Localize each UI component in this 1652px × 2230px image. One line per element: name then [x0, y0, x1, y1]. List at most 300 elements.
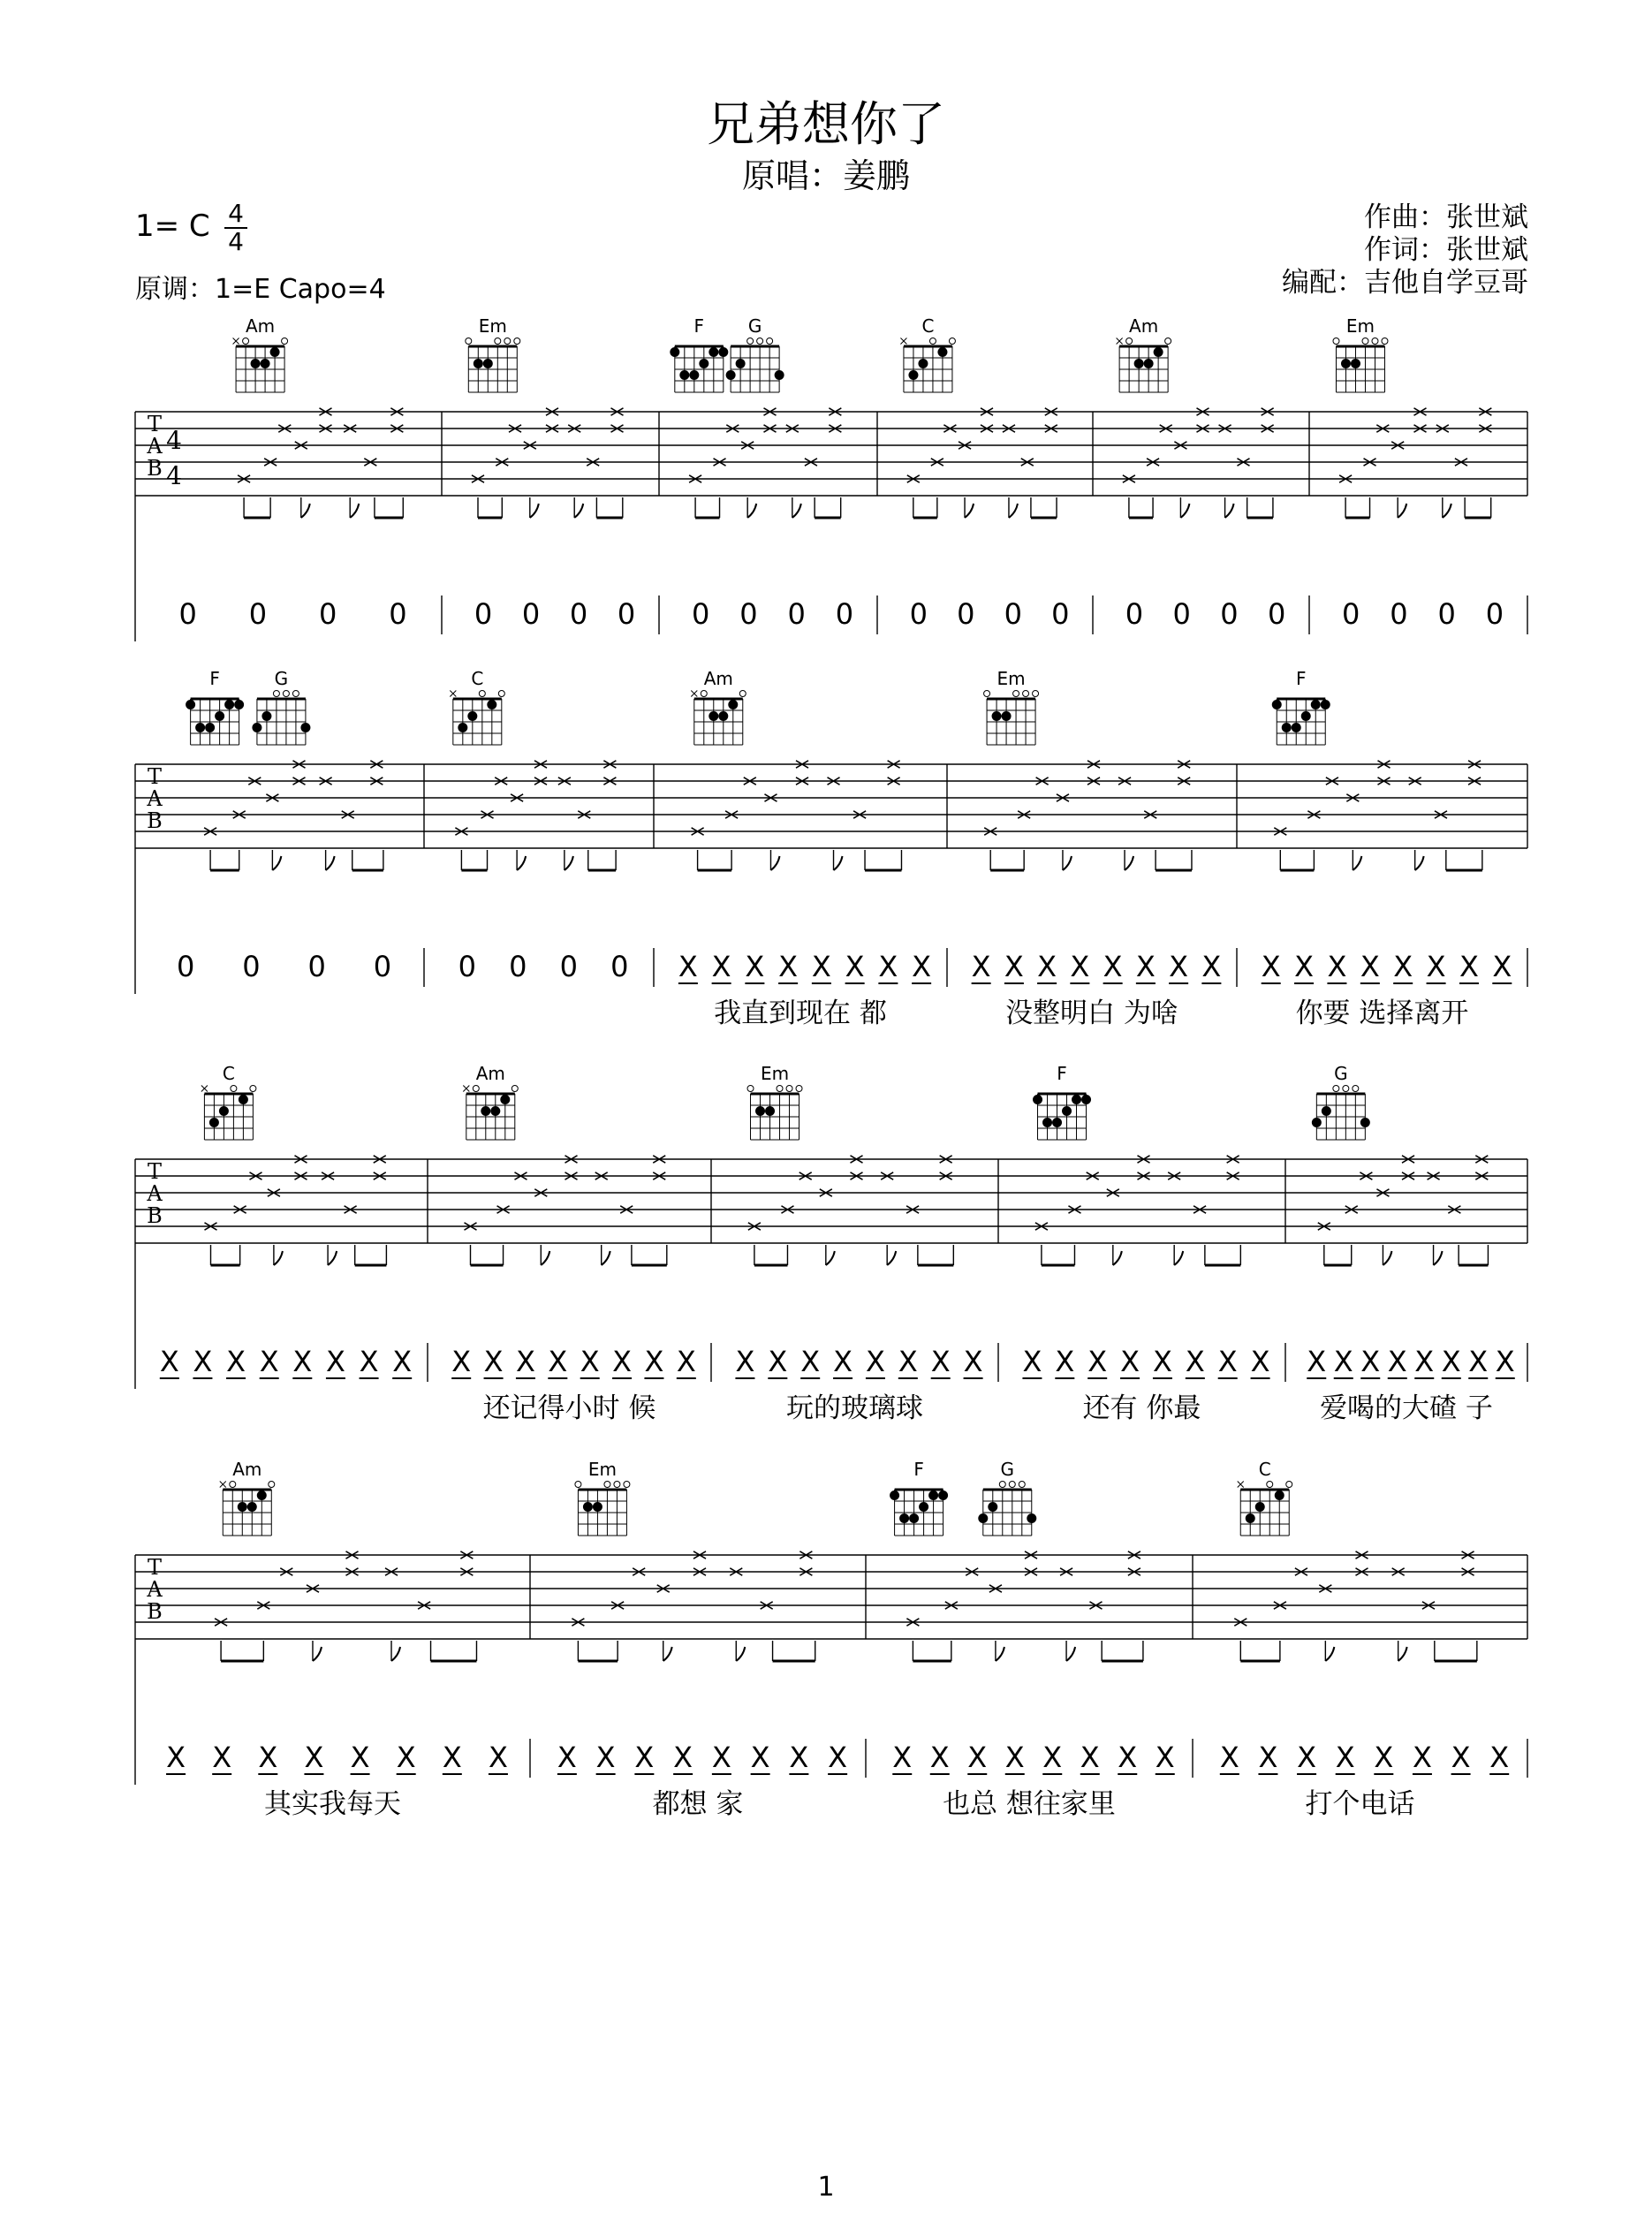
- note-flag: [1353, 856, 1361, 870]
- beat-symbol: 0: [1437, 597, 1456, 631]
- chord-dot: [937, 347, 947, 357]
- beat-symbol: 0: [389, 597, 407, 631]
- tab-clef-letter: B: [147, 1599, 163, 1624]
- chord-name: Em: [760, 1063, 790, 1084]
- chord-diagram-f: [890, 1459, 948, 1536]
- tab-clef-letter: T: [147, 1159, 163, 1184]
- note-flag: [574, 504, 583, 518]
- beat-symbol: X: [1459, 950, 1479, 983]
- chord-open: [512, 1086, 518, 1092]
- beat-symbol: X: [750, 1741, 770, 1774]
- beat-symbol: X: [745, 950, 765, 983]
- beat-symbol: X: [1393, 950, 1413, 983]
- chord-diagram-c: [201, 1063, 256, 1140]
- chord-dot: [679, 370, 689, 380]
- chord-diagram-em: [1333, 315, 1388, 392]
- chord-diagram-g: [1312, 1063, 1370, 1140]
- chord-dot: [458, 723, 467, 732]
- chord-dot: [500, 1095, 510, 1104]
- beat-symbol: X: [595, 1741, 616, 1774]
- chord-dot: [1312, 1118, 1322, 1127]
- lyric-text: 还有 你最: [1082, 1392, 1201, 1424]
- beat-symbol: 0: [1172, 597, 1191, 631]
- beat-symbol: X: [259, 1345, 279, 1378]
- note-flag: [565, 856, 573, 870]
- chord-dot: [1002, 711, 1012, 721]
- chord-dot: [1255, 1502, 1265, 1512]
- chord-dot: [186, 700, 195, 709]
- beat-symbol: X: [1258, 1741, 1278, 1774]
- chord-dot: [261, 359, 270, 368]
- chord-diagram-g: [726, 315, 784, 392]
- chord-dot: [1027, 1513, 1036, 1523]
- chord-dot: [247, 1502, 257, 1512]
- chord-open: [1353, 1086, 1359, 1092]
- chord-name: Am: [245, 315, 276, 337]
- chord-name: F: [913, 1459, 924, 1480]
- note-flag: [541, 1251, 549, 1265]
- tab-system: [135, 1459, 1527, 1820]
- beat-symbol: X: [1335, 1741, 1355, 1774]
- note-flag: [1113, 1251, 1122, 1265]
- beat-symbol: X: [711, 1741, 731, 1774]
- chord-dot: [899, 1513, 909, 1523]
- chord-diagram-em: [747, 1063, 802, 1140]
- beat-symbol: X: [878, 950, 898, 983]
- beat-symbol: X: [1120, 1345, 1140, 1378]
- beat-symbol: X: [1004, 1741, 1025, 1774]
- tab-clef-letter: A: [147, 1181, 163, 1206]
- beat-symbol: X: [673, 1741, 693, 1774]
- chord-dot: [988, 1502, 997, 1512]
- note-flag: [328, 1251, 337, 1265]
- note-flag: [1434, 1251, 1443, 1265]
- beat-symbol: X: [1169, 950, 1189, 983]
- tab-system: [135, 315, 1527, 641]
- beat-symbol: 0: [835, 597, 854, 631]
- note-flag: [313, 1647, 322, 1661]
- lyric-text: 其实我每天: [264, 1788, 401, 1820]
- chord-name: Em: [1345, 315, 1375, 337]
- tab-clef-letter: T: [147, 1555, 163, 1580]
- beat-symbol: X: [451, 1345, 472, 1378]
- beat-symbol: X: [1042, 1741, 1063, 1774]
- chord-dot: [487, 700, 496, 709]
- beat-symbol: 0: [242, 950, 261, 983]
- beat-symbol: X: [644, 1345, 664, 1378]
- chord-open: [282, 338, 288, 345]
- beat-symbol: X: [325, 1345, 345, 1378]
- beat-symbol: X: [1468, 1345, 1489, 1378]
- chord-dot: [483, 359, 493, 368]
- note-flag: [770, 856, 779, 870]
- chord-open: [984, 691, 990, 697]
- note-flag: [887, 1251, 896, 1265]
- chord-name: G: [747, 315, 762, 337]
- chord-dot: [718, 711, 728, 721]
- chord-name: F: [1057, 1063, 1067, 1084]
- beat-symbol: X: [711, 950, 731, 983]
- chord-dot: [1134, 359, 1144, 368]
- chord-name: Em: [587, 1459, 617, 1480]
- note-flag: [834, 856, 843, 870]
- chord-open: [757, 338, 763, 345]
- chord-name: F: [693, 315, 705, 337]
- beat-symbol: X: [929, 1741, 950, 1774]
- beat-symbol: X: [1441, 1345, 1461, 1378]
- beat-symbol: X: [1294, 950, 1315, 983]
- chord-name: F: [1295, 668, 1307, 689]
- chord-open: [767, 338, 773, 345]
- note-flag: [747, 504, 756, 518]
- chord-diagram-am: [1117, 315, 1171, 392]
- chord-dot: [1292, 723, 1301, 732]
- beat-symbol: X: [1219, 1741, 1239, 1774]
- chord-dot: [1272, 700, 1282, 709]
- chord-dot: [938, 1490, 948, 1500]
- beat-symbol: X: [292, 1345, 313, 1378]
- chord-open: [929, 338, 936, 345]
- beat-symbol: X: [1492, 950, 1512, 983]
- chord-open: [1009, 1482, 1015, 1488]
- lyric-text: 你要 选择离开: [1295, 997, 1469, 1029]
- tab-clef-letter: A: [147, 1577, 163, 1602]
- beat-symbol: X: [1297, 1741, 1317, 1774]
- beat-symbol: 0: [1004, 597, 1022, 631]
- beat-symbol: X: [1080, 1741, 1100, 1774]
- beat-symbol: X: [963, 1345, 983, 1378]
- note-flag: [350, 504, 359, 518]
- beat-symbol: X: [1185, 1345, 1205, 1378]
- beat-symbol: 0: [1341, 597, 1360, 631]
- beat-symbol: X: [676, 1345, 696, 1378]
- chord-dot: [224, 700, 234, 709]
- note-flag: [736, 1647, 745, 1661]
- beat-symbol: 0: [176, 950, 195, 983]
- chord-diagram-f: [186, 668, 244, 745]
- chord-dot: [205, 723, 215, 732]
- chord-dot: [474, 359, 483, 368]
- chord-dot: [699, 359, 709, 368]
- beat-symbol: 0: [318, 597, 337, 631]
- note-flag: [1325, 1647, 1334, 1661]
- beat-symbol: X: [483, 1345, 504, 1378]
- chord-diagram-g: [252, 668, 310, 745]
- beat-symbol: X: [1118, 1741, 1138, 1774]
- note-flag: [1125, 856, 1133, 870]
- beat-symbol: 0: [458, 950, 476, 983]
- lyricist-credit: 作词：张世斌: [1364, 234, 1528, 266]
- beat-symbol: 0: [248, 597, 268, 631]
- tab-system: [135, 668, 1527, 1029]
- beat-symbol: X: [1004, 950, 1024, 983]
- chord-dot: [1072, 1095, 1081, 1104]
- chord-name: G: [1334, 1063, 1348, 1084]
- chord-dot: [234, 700, 244, 709]
- tab-clef-letter: A: [147, 434, 163, 459]
- beat-symbol: X: [1387, 1345, 1407, 1378]
- chord-dot: [1282, 723, 1292, 732]
- chord-dot: [689, 370, 699, 380]
- beat-symbol: X: [1070, 950, 1090, 983]
- chord-dot: [1321, 700, 1330, 709]
- tab-time-sig: 4: [166, 426, 182, 455]
- note-flag: [996, 1647, 1004, 1661]
- original-key-capo: 原调：1=E Capo=4: [135, 274, 386, 305]
- chord-dot: [726, 370, 736, 380]
- chord-open: [231, 1086, 237, 1092]
- beat-symbol: 0: [739, 597, 758, 631]
- beat-symbol: 0: [1220, 597, 1239, 631]
- beat-symbol: 0: [957, 597, 975, 631]
- beat-symbol: X: [1374, 1741, 1394, 1774]
- chord-dot: [908, 370, 918, 380]
- note-flag: [1174, 1251, 1183, 1265]
- beat-symbol: 0: [521, 597, 541, 631]
- chord-open: [739, 691, 746, 697]
- chord-dot: [909, 1513, 919, 1523]
- chord-diagram-f: [670, 315, 728, 392]
- chord-dot: [670, 347, 679, 357]
- beat-symbol: 0: [1051, 597, 1070, 631]
- beat-symbol: X: [442, 1741, 462, 1774]
- beat-symbol: X: [828, 1741, 848, 1774]
- key-signature: 1= C: [135, 209, 210, 244]
- chord-name: G: [274, 668, 289, 689]
- composer-credit: 作曲：张世斌: [1364, 201, 1528, 233]
- beat-symbol: X: [1217, 1345, 1238, 1378]
- beat-symbol: X: [930, 1345, 951, 1378]
- chord-open: [786, 1086, 792, 1092]
- chord-open: [701, 691, 707, 697]
- chord-open: [999, 1482, 1005, 1488]
- note-flag: [1225, 504, 1234, 518]
- beat-symbol: X: [768, 1345, 788, 1378]
- chord-dot: [238, 1502, 247, 1512]
- note-flag: [1383, 1251, 1391, 1265]
- chord-diagram-f: [1033, 1063, 1091, 1140]
- chord-dot: [775, 370, 784, 380]
- chord-dot: [928, 1490, 938, 1500]
- chord-open: [1286, 1482, 1292, 1488]
- chord-dot: [1144, 359, 1154, 368]
- beat-symbol: X: [678, 950, 698, 983]
- note-flag: [517, 856, 526, 870]
- note-flag: [663, 1647, 672, 1661]
- chord-dot: [1052, 1118, 1062, 1127]
- beat-symbol: X: [193, 1345, 213, 1378]
- chord-open: [269, 1482, 275, 1488]
- chord-dot: [583, 1502, 593, 1512]
- beat-symbol: X: [548, 1345, 568, 1378]
- chord-dot: [718, 347, 728, 357]
- note-flag: [1415, 856, 1424, 870]
- chord-dot: [709, 347, 718, 357]
- beat-symbol: X: [1307, 1345, 1327, 1378]
- chord-name: G: [1000, 1459, 1015, 1480]
- beat-symbol: 0: [509, 950, 527, 983]
- beat-symbol: X: [1426, 950, 1446, 983]
- chord-name: C: [471, 668, 484, 689]
- beat-symbol: X: [1360, 950, 1380, 983]
- beat-symbol: X: [580, 1345, 600, 1378]
- chord-open: [1033, 691, 1039, 697]
- beat-symbol: X: [1451, 1741, 1471, 1774]
- chord-dot: [736, 359, 746, 368]
- beat-symbol: X: [1022, 1345, 1042, 1378]
- chord-diagram-c: [1238, 1459, 1292, 1536]
- beat-symbol: 0: [1267, 597, 1286, 631]
- beat-symbol: 0: [1485, 597, 1504, 631]
- chord-open: [1165, 338, 1171, 345]
- beat-symbol: X: [159, 1345, 179, 1378]
- chord-diagram-am: [691, 668, 746, 745]
- beat-symbol: 0: [1390, 597, 1408, 631]
- chord-name: Am: [475, 1063, 505, 1084]
- chord-dot: [1351, 359, 1360, 368]
- tab-clef-letter: T: [147, 412, 163, 436]
- chord-dot: [992, 711, 1002, 721]
- tab-clef-letter: B: [147, 1203, 163, 1228]
- page-number: 1: [817, 2172, 835, 2203]
- beat-symbol: 0: [569, 597, 588, 631]
- chord-open: [1372, 338, 1378, 345]
- chord-dot: [1275, 1490, 1284, 1500]
- chord-dot: [467, 711, 477, 721]
- lyric-text: 爱喝的大碴 子: [1320, 1392, 1493, 1424]
- beat-symbol: X: [811, 950, 831, 983]
- beat-symbol: X: [634, 1741, 655, 1774]
- chord-name: C: [921, 315, 935, 337]
- chord-dot: [755, 1106, 765, 1116]
- tab-clef-letter: B: [147, 456, 163, 481]
- beat-symbol: 0: [373, 950, 392, 983]
- beat-symbol: X: [515, 1345, 535, 1378]
- beat-symbol: X: [971, 950, 991, 983]
- chord-dot: [765, 1106, 775, 1116]
- chord-dot: [481, 1106, 490, 1116]
- beat-symbol: X: [304, 1741, 324, 1774]
- chord-dot: [251, 359, 261, 368]
- chord-diagram-em: [575, 1459, 630, 1536]
- beat-symbol: X: [912, 950, 932, 983]
- beat-symbol: X: [1135, 950, 1156, 983]
- beat-symbol: X: [735, 1345, 755, 1378]
- beat-symbol: X: [1327, 950, 1347, 983]
- chord-dot: [890, 1490, 899, 1500]
- chord-dot: [1042, 1118, 1052, 1127]
- chord-open: [514, 338, 520, 345]
- beat-symbol: X: [1155, 1741, 1175, 1774]
- tab-time-sig: 4: [166, 461, 182, 490]
- chord-open: [1013, 691, 1019, 697]
- note-flag: [826, 1251, 835, 1265]
- chord-open: [1362, 338, 1368, 345]
- beat-symbol: X: [1414, 1345, 1435, 1378]
- lyric-text: 还记得小时 候: [482, 1392, 656, 1424]
- note-flag: [1180, 504, 1189, 518]
- chord-open: [796, 1086, 802, 1092]
- chord-diagram-g: [978, 1459, 1036, 1536]
- chord-open: [243, 338, 249, 345]
- time-signature-bottom: 4: [228, 227, 244, 256]
- chord-dot: [1033, 1095, 1042, 1104]
- beat-symbol: X: [557, 1741, 577, 1774]
- chord-diagram-em: [984, 668, 1039, 745]
- chord-open: [624, 1482, 630, 1488]
- chord-name: Am: [232, 1459, 262, 1480]
- beat-symbol: X: [1201, 950, 1222, 983]
- beat-symbol: X: [212, 1741, 232, 1774]
- chord-open: [1019, 1482, 1025, 1488]
- beat-symbol: 0: [1125, 597, 1144, 631]
- chord-open: [747, 338, 754, 345]
- beat-symbol: X: [488, 1741, 508, 1774]
- chord-open: [230, 1482, 236, 1488]
- chord-open: [777, 1086, 783, 1092]
- beat-symbol: X: [350, 1741, 370, 1774]
- chord-name: F: [209, 668, 220, 689]
- beat-symbol: X: [392, 1345, 413, 1378]
- beat-symbol: X: [865, 1345, 885, 1378]
- chord-open: [495, 338, 501, 345]
- chord-dot: [219, 1106, 229, 1116]
- lyric-text: 我直到现在 都: [714, 997, 887, 1029]
- beat-symbol: X: [1261, 950, 1281, 983]
- note-flag: [530, 504, 539, 518]
- beat-symbol: X: [1103, 950, 1123, 983]
- chord-dot: [215, 711, 224, 721]
- chord-diagram-am: [220, 1459, 275, 1536]
- chord-diagram-em: [466, 315, 520, 392]
- note-flag: [602, 1251, 610, 1265]
- beat-symbol: X: [778, 950, 799, 983]
- beat-symbol: X: [1495, 1345, 1515, 1378]
- note-flag: [792, 504, 801, 518]
- beat-symbol: 0: [307, 950, 326, 983]
- chord-dot: [195, 723, 205, 732]
- beat-symbol: X: [967, 1741, 988, 1774]
- chord-diagram-am: [233, 315, 288, 392]
- chord-name: Em: [997, 668, 1026, 689]
- chord-dot: [1341, 359, 1351, 368]
- chord-name: C: [222, 1063, 235, 1084]
- note-flag: [301, 504, 310, 518]
- chord-open: [273, 691, 279, 697]
- beat-symbol: X: [1037, 950, 1057, 983]
- chord-open: [498, 691, 504, 697]
- chord-dot: [728, 700, 738, 709]
- chord-dot: [1246, 1513, 1255, 1523]
- beat-symbol: 0: [559, 950, 578, 983]
- chord-diagram-am: [463, 1063, 518, 1140]
- chord-dot: [978, 1513, 988, 1523]
- beat-symbol: 0: [691, 597, 710, 631]
- beat-symbol: X: [166, 1741, 186, 1774]
- chord-open: [292, 691, 299, 697]
- chord-dot: [919, 1502, 928, 1512]
- beat-symbol: X: [612, 1345, 633, 1378]
- note-flag: [272, 856, 281, 870]
- beat-symbol: X: [1055, 1345, 1075, 1378]
- chord-open: [473, 1086, 479, 1092]
- beat-symbol: X: [898, 1345, 918, 1378]
- beat-symbol: X: [892, 1741, 913, 1774]
- chord-open: [949, 338, 955, 345]
- beat-symbol: 0: [474, 597, 493, 631]
- beat-symbol: 0: [178, 597, 197, 631]
- beat-symbol: X: [1412, 1741, 1432, 1774]
